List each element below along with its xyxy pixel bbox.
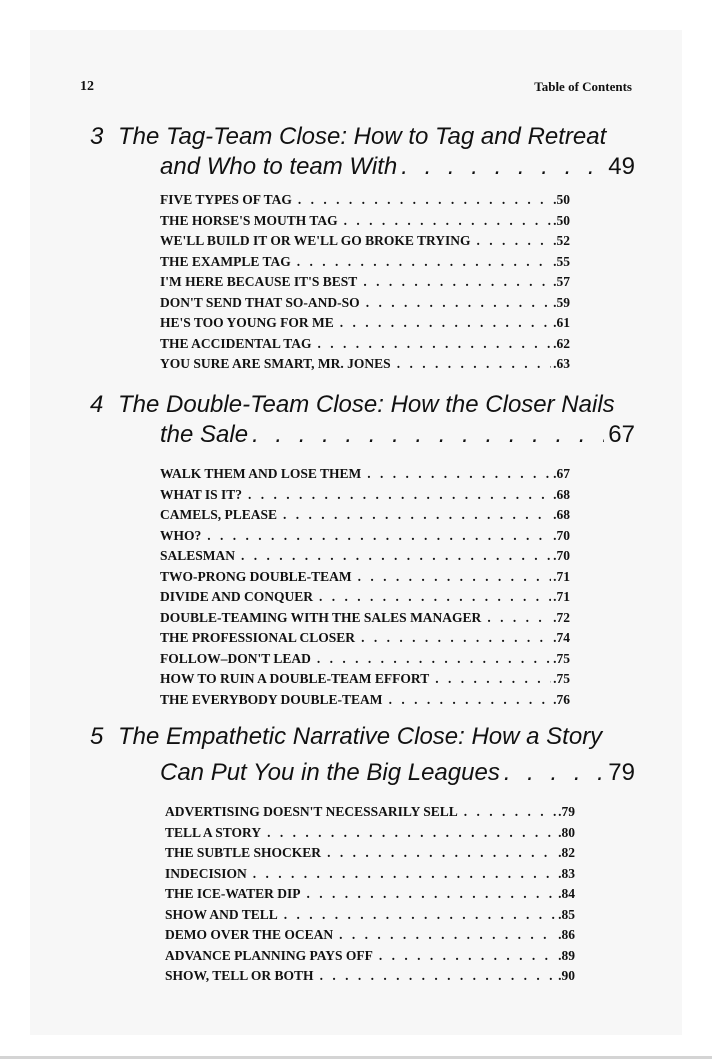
section-list bbox=[165, 802, 575, 987]
entry-title: DIVIDE AND CONQUER bbox=[160, 589, 314, 604]
toc-entry bbox=[160, 485, 570, 506]
toc-entry bbox=[160, 546, 570, 567]
entry-title: THE SUBTLE SHOCKER bbox=[165, 845, 322, 860]
dot-leader bbox=[314, 966, 557, 987]
chapter-title-line bbox=[90, 420, 635, 450]
dot-leader bbox=[278, 905, 556, 926]
entry-title: THE ICE-WATER DIP bbox=[165, 886, 301, 901]
toc-entry bbox=[160, 190, 570, 211]
dot-leader bbox=[481, 608, 551, 629]
entry-title: ADVANCE PLANNING PAYS OFF bbox=[165, 947, 373, 963]
toc-entry bbox=[165, 823, 575, 844]
chapter-title-line bbox=[90, 390, 635, 420]
toc-entry bbox=[165, 843, 575, 864]
entry-page: .62 bbox=[553, 335, 570, 351]
chapter-number: 3 bbox=[90, 123, 104, 150]
entry-title: WALK THEM AND LOSE THEM bbox=[160, 466, 362, 481]
entry-title: WHAT IS IT? bbox=[160, 486, 243, 502]
section-list bbox=[160, 464, 570, 710]
entry-page: .57 bbox=[553, 274, 570, 289]
toc-entry bbox=[160, 334, 570, 355]
entry-title: DEMO OVER THE OCEAN bbox=[165, 927, 334, 942]
toc-entry bbox=[160, 252, 570, 273]
chapter-title: The Empathetic Narrative Close: How a Story bbox=[118, 723, 603, 750]
entry-page: .70 bbox=[553, 527, 570, 543]
toc-entry bbox=[165, 925, 575, 946]
entry-page: .79 bbox=[558, 804, 575, 819]
toc-entry bbox=[160, 669, 570, 690]
entry-page: .68 bbox=[553, 486, 570, 502]
dot-leader bbox=[247, 864, 556, 885]
dot-leader bbox=[312, 334, 552, 355]
entry-page: .90 bbox=[558, 968, 575, 983]
entry-page: .68 bbox=[553, 507, 570, 522]
chapter-4 bbox=[90, 390, 635, 710]
toc-entry bbox=[165, 884, 575, 905]
toc-entry bbox=[160, 313, 570, 334]
chapter-page: 67 bbox=[608, 421, 635, 448]
dot-leader bbox=[242, 485, 551, 506]
entry-page: .70 bbox=[553, 548, 570, 563]
page-bottom-divider bbox=[0, 1056, 712, 1059]
dot-leader bbox=[321, 843, 556, 864]
chapter-title: The Tag-Team Close: How to Tag and Retreat bbox=[118, 123, 607, 150]
entry-title: WE'LL BUILD IT OR WE'LL GO BROKE TRYING bbox=[160, 233, 471, 248]
dot-leader bbox=[391, 354, 551, 375]
toc-entry bbox=[160, 649, 570, 670]
toc-entry bbox=[160, 231, 570, 252]
entry-page: .71 bbox=[553, 568, 570, 584]
entry-title: DON'T SEND THAT SO-AND-SO bbox=[160, 294, 360, 310]
dot-leader bbox=[201, 526, 551, 547]
chapter-title-line bbox=[90, 122, 635, 152]
entry-title: THE EXAMPLE TAG bbox=[160, 253, 291, 269]
page-number: 12 bbox=[80, 79, 94, 94]
toc-entry bbox=[165, 905, 575, 926]
dot-leader bbox=[333, 925, 556, 946]
toc-entry bbox=[165, 864, 575, 885]
dot-leader bbox=[235, 546, 551, 567]
dot-leader bbox=[248, 420, 604, 450]
dot-leader bbox=[360, 293, 551, 314]
entry-title: WHO? bbox=[160, 527, 202, 543]
toc-entry bbox=[165, 966, 575, 987]
chapter-5 bbox=[90, 722, 635, 987]
chapter-page: 49 bbox=[608, 153, 635, 180]
entry-title: HOW TO RUIN A DOUBLE-TEAM EFFORT bbox=[160, 671, 430, 686]
entry-title: I'M HERE BECAUSE IT'S BEST bbox=[160, 274, 358, 289]
dot-leader bbox=[338, 211, 551, 232]
dot-leader bbox=[291, 252, 551, 273]
entry-title: CAMELS, PLEASE bbox=[160, 507, 278, 522]
section-list bbox=[160, 190, 570, 375]
entry-title: DOUBLE-TEAMING WITH THE SALES MANAGER bbox=[160, 609, 482, 625]
entry-title: INDECISION bbox=[165, 865, 247, 881]
chapter-page: 79 bbox=[608, 759, 635, 786]
chapter-3 bbox=[90, 122, 635, 375]
chapter-title: The Double-Team Close: How the Closer Nails bbox=[118, 391, 615, 418]
toc-entry bbox=[160, 211, 570, 232]
dot-leader bbox=[277, 505, 551, 526]
toc-entry bbox=[160, 587, 570, 608]
entry-page: .50 bbox=[553, 192, 570, 207]
toc-entry bbox=[160, 464, 570, 485]
entry-title: THE HORSE'S MOUTH TAG bbox=[160, 212, 338, 228]
dot-leader bbox=[373, 946, 556, 967]
entry-page: .84 bbox=[558, 886, 575, 901]
chapter-title-continued: and Who to team With bbox=[160, 153, 398, 180]
toc-entry bbox=[160, 567, 570, 588]
toc-entry bbox=[165, 946, 575, 967]
entry-title: TELL A STORY bbox=[165, 824, 262, 840]
entry-page: .71 bbox=[553, 589, 570, 604]
dot-leader bbox=[458, 802, 556, 823]
dot-leader bbox=[313, 587, 551, 608]
entry-title: ADVERTISING DOESN'T NECESSARILY SELL bbox=[165, 804, 458, 819]
entry-title: SALESMAN bbox=[160, 548, 236, 563]
dot-leader bbox=[301, 884, 557, 905]
entry-page: .61 bbox=[553, 315, 570, 330]
entry-page: .83 bbox=[558, 865, 575, 881]
chapter-title-line bbox=[90, 758, 635, 788]
entry-page: .55 bbox=[553, 253, 570, 269]
dot-leader bbox=[292, 190, 551, 211]
entry-page: .80 bbox=[558, 824, 575, 840]
entry-page: .86 bbox=[558, 927, 575, 942]
entry-page: .89 bbox=[558, 947, 575, 963]
dot-leader bbox=[352, 567, 551, 588]
entry-title: FOLLOW–DON'T LEAD bbox=[160, 650, 311, 666]
entry-page: .76 bbox=[553, 691, 570, 707]
entry-title: THE PROFESSIONAL CLOSER bbox=[160, 630, 356, 645]
dot-leader bbox=[429, 669, 551, 690]
chapter-title-continued: the Sale bbox=[160, 421, 249, 448]
dot-leader bbox=[355, 628, 551, 649]
entry-title: THE EVERYBODY DOUBLE-TEAM bbox=[160, 691, 383, 707]
toc-entry bbox=[160, 628, 570, 649]
entry-title: FIVE TYPES OF TAG bbox=[160, 192, 292, 207]
entry-title: YOU SURE ARE SMART, MR. JONES bbox=[160, 356, 391, 371]
dot-leader bbox=[471, 231, 552, 252]
entry-title: SHOW AND TELL bbox=[165, 906, 278, 922]
dot-leader bbox=[361, 464, 551, 485]
dot-leader bbox=[397, 152, 604, 182]
dot-leader bbox=[311, 649, 551, 670]
dot-leader bbox=[261, 823, 556, 844]
toc-entry bbox=[165, 802, 575, 823]
toc-entry bbox=[160, 690, 570, 711]
toc-entry bbox=[160, 608, 570, 629]
chapter-title-line bbox=[90, 722, 635, 752]
toc-entry bbox=[160, 272, 570, 293]
dot-leader bbox=[383, 690, 552, 711]
toc-entry bbox=[160, 293, 570, 314]
entry-page: .82 bbox=[558, 845, 575, 860]
dot-leader bbox=[357, 272, 551, 293]
entry-page: .72 bbox=[553, 609, 570, 625]
entry-page: .67 bbox=[553, 466, 570, 481]
entry-page: .75 bbox=[553, 650, 570, 666]
entry-page: .74 bbox=[553, 630, 570, 645]
chapter-number: 4 bbox=[90, 391, 104, 418]
entry-page: .63 bbox=[553, 356, 570, 371]
entry-page: .75 bbox=[553, 671, 570, 686]
toc-entry bbox=[160, 354, 570, 375]
entry-title: HE'S TOO YOUNG FOR ME bbox=[160, 315, 334, 330]
toc-entry bbox=[160, 526, 570, 547]
running-head: Table of Contents bbox=[534, 79, 632, 94]
chapter-title-continued: Can Put You in the Big Leagues bbox=[160, 759, 500, 786]
entry-page: .50 bbox=[553, 212, 570, 228]
entry-page: .52 bbox=[553, 233, 570, 248]
dot-leader bbox=[334, 313, 551, 334]
entry-title: THE ACCIDENTAL TAG bbox=[160, 335, 312, 351]
toc-entry bbox=[160, 505, 570, 526]
entry-title: TWO-PRONG DOUBLE-TEAM bbox=[160, 568, 352, 584]
chapter-number: 5 bbox=[90, 723, 104, 750]
entry-title: SHOW, TELL OR BOTH bbox=[165, 968, 314, 983]
entry-page: .59 bbox=[553, 294, 570, 310]
entry-page: .85 bbox=[558, 906, 575, 922]
chapter-title-line bbox=[90, 152, 635, 182]
dot-leader bbox=[500, 758, 604, 788]
